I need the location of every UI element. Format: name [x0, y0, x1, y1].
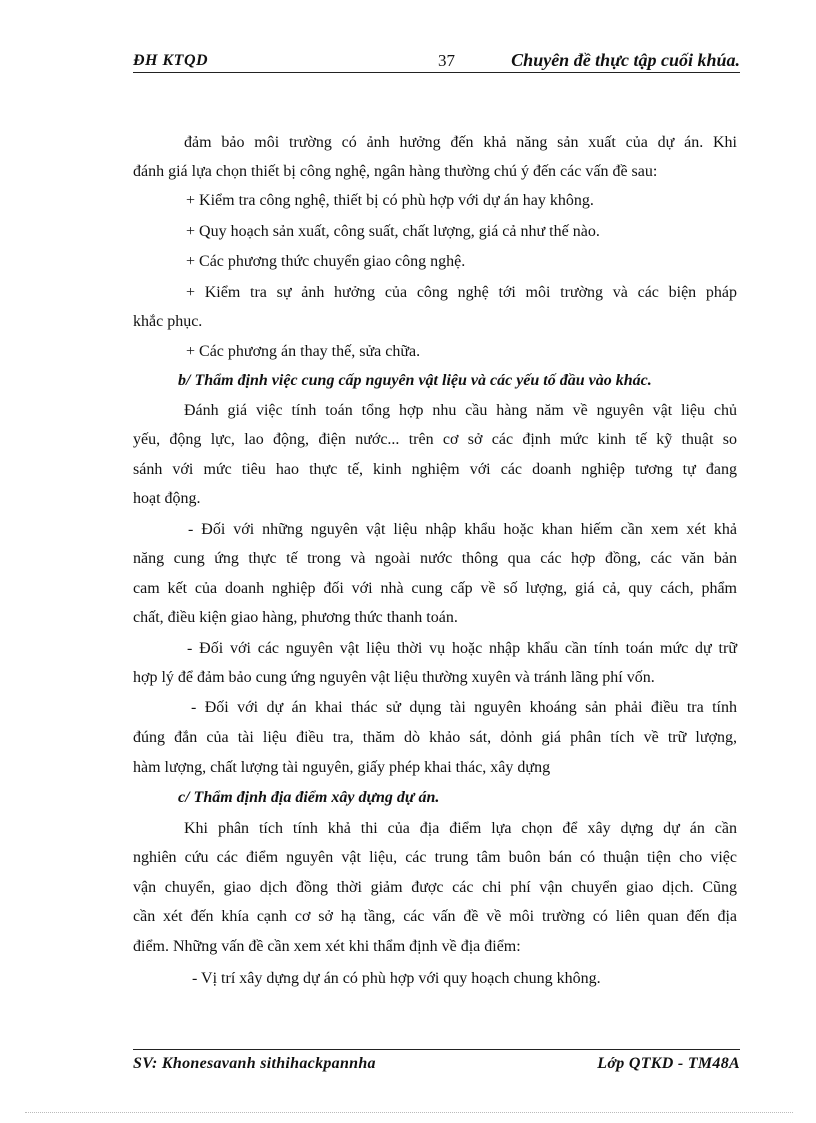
page-number: 37	[438, 51, 455, 70]
page-footer	[133, 1049, 740, 1074]
list-item-plus: + Kiểm tra sự ảnh hưởng của công nghệ tới môi trường và các biện pháp	[186, 284, 737, 301]
paragraph-line: sánh với mức tiêu hao thực tế, kinh nghiệm với các doanh nghiệp tương tự đang	[133, 461, 737, 478]
header-university: ĐH KTQD	[133, 52, 209, 69]
section-heading-c: c/ Thẩm định địa điểm xây dựng dự án.	[178, 789, 440, 806]
paragraph-line: hàm lượng, chất lượng tài nguyên, giấy phép khai thác, xây dựng	[133, 759, 551, 776]
paragraph-line: hoạt động.	[133, 490, 201, 507]
list-item-dash: - Vị trí xây dựng dự án có phù hợp với quy hoạch chung không.	[192, 970, 601, 987]
list-item-dash: - Đối với những nguyên vật liệu nhập khẩu hoặc khan hiếm cần xem xét khả	[188, 521, 737, 538]
paragraph-line: Đánh giá việc tính toán tổng hợp nhu cầu hàng năm về nguyên vật liệu chủ	[184, 402, 737, 419]
paragraph-line: nghiên cứu các điểm nguyên vật liệu, các trung tâm buôn bán có thuận tiện cho việc	[133, 849, 737, 866]
paragraph-line: năng cung ứng thực tế trong và ngoài nước thông qua các hợp đồng, các văn bản	[133, 550, 737, 567]
list-item-plus: + Các phương thức chuyển giao công nghệ.	[186, 253, 466, 270]
paragraph-line: điểm. Những vấn đề cần xem xét khi thẩm định về địa điểm:	[133, 938, 521, 955]
page-header	[133, 50, 740, 73]
list-item-plus: + Kiểm tra công nghệ, thiết bị có phù hợp với dự án hay không.	[186, 192, 594, 209]
list-item-dash: - Đối với dự án khai thác sử dụng tài nguyên khoáng sản phải điều tra tính	[191, 699, 737, 716]
paragraph-line: đúng đắn của tài liệu điều tra, thăm dò khảo sát, dỏnh giá phân tích về trữ lượng,	[133, 729, 737, 746]
paragraph-line: đảm bảo môi trường có ảnh hưởng đến khả năng sản xuất của dự án. Khi	[184, 134, 737, 151]
page-break-divider	[25, 1112, 793, 1113]
list-item-plus: + Các phương án thay thế, sửa chữa.	[186, 343, 421, 360]
paragraph-line: khắc phục.	[133, 313, 203, 330]
footer-class: Lớp QTKD - TM48A	[597, 1055, 740, 1072]
header-document-title: Chuyên đề thực tập cuối khúa.	[511, 50, 740, 70]
paragraph-line: chất, điều kiện giao hàng, phương thức thanh toán.	[133, 609, 458, 626]
paragraph-line: hợp lý để đảm bảo cung ứng nguyên vật liệu thường xuyên và tránh lãng phí vốn.	[133, 669, 655, 686]
paragraph-line: yếu, động lực, lao động, điện nước... trên cơ sở các định mức kinh tế kỹ thuật so	[133, 431, 737, 448]
paragraph-line: cam kết của doanh nghiệp đối với nhà cung cấp về số lượng, giá cả, quy cách, phẩm	[133, 580, 737, 597]
list-item-plus: + Quy hoạch sản xuất, công suất, chất lượng, giá cả như thế nào.	[186, 223, 600, 240]
list-item-dash: - Đối với các nguyên vật liệu thời vụ hoặc nhập khẩu cần tính toán mức dự trữ	[187, 640, 737, 657]
paragraph-line: Khi phân tích tính khả thi của địa điểm lựa chọn để xây dựng dự án cần	[184, 820, 737, 837]
paragraph-line: cần xét đến khía cạnh cơ sở hạ tầng, các vấn đề về môi trường có liên quan đến địa	[133, 908, 737, 925]
paragraph-line: vận chuyển, giao dịch đồng thời giảm được các chi phí vận chuyển giao dịch. Cũng	[133, 879, 737, 896]
paragraph-line: đánh giá lựa chọn thiết bị công nghệ, ngân hàng thường chú ý đến các vấn đề sau:	[133, 163, 658, 180]
footer-student-name: SV: Khonesavanh sithihackpannha	[133, 1055, 376, 1072]
section-heading-b: b/ Thẩm định việc cung cấp nguyên vật liệu và các yếu tố đầu vào khác.	[178, 372, 652, 389]
